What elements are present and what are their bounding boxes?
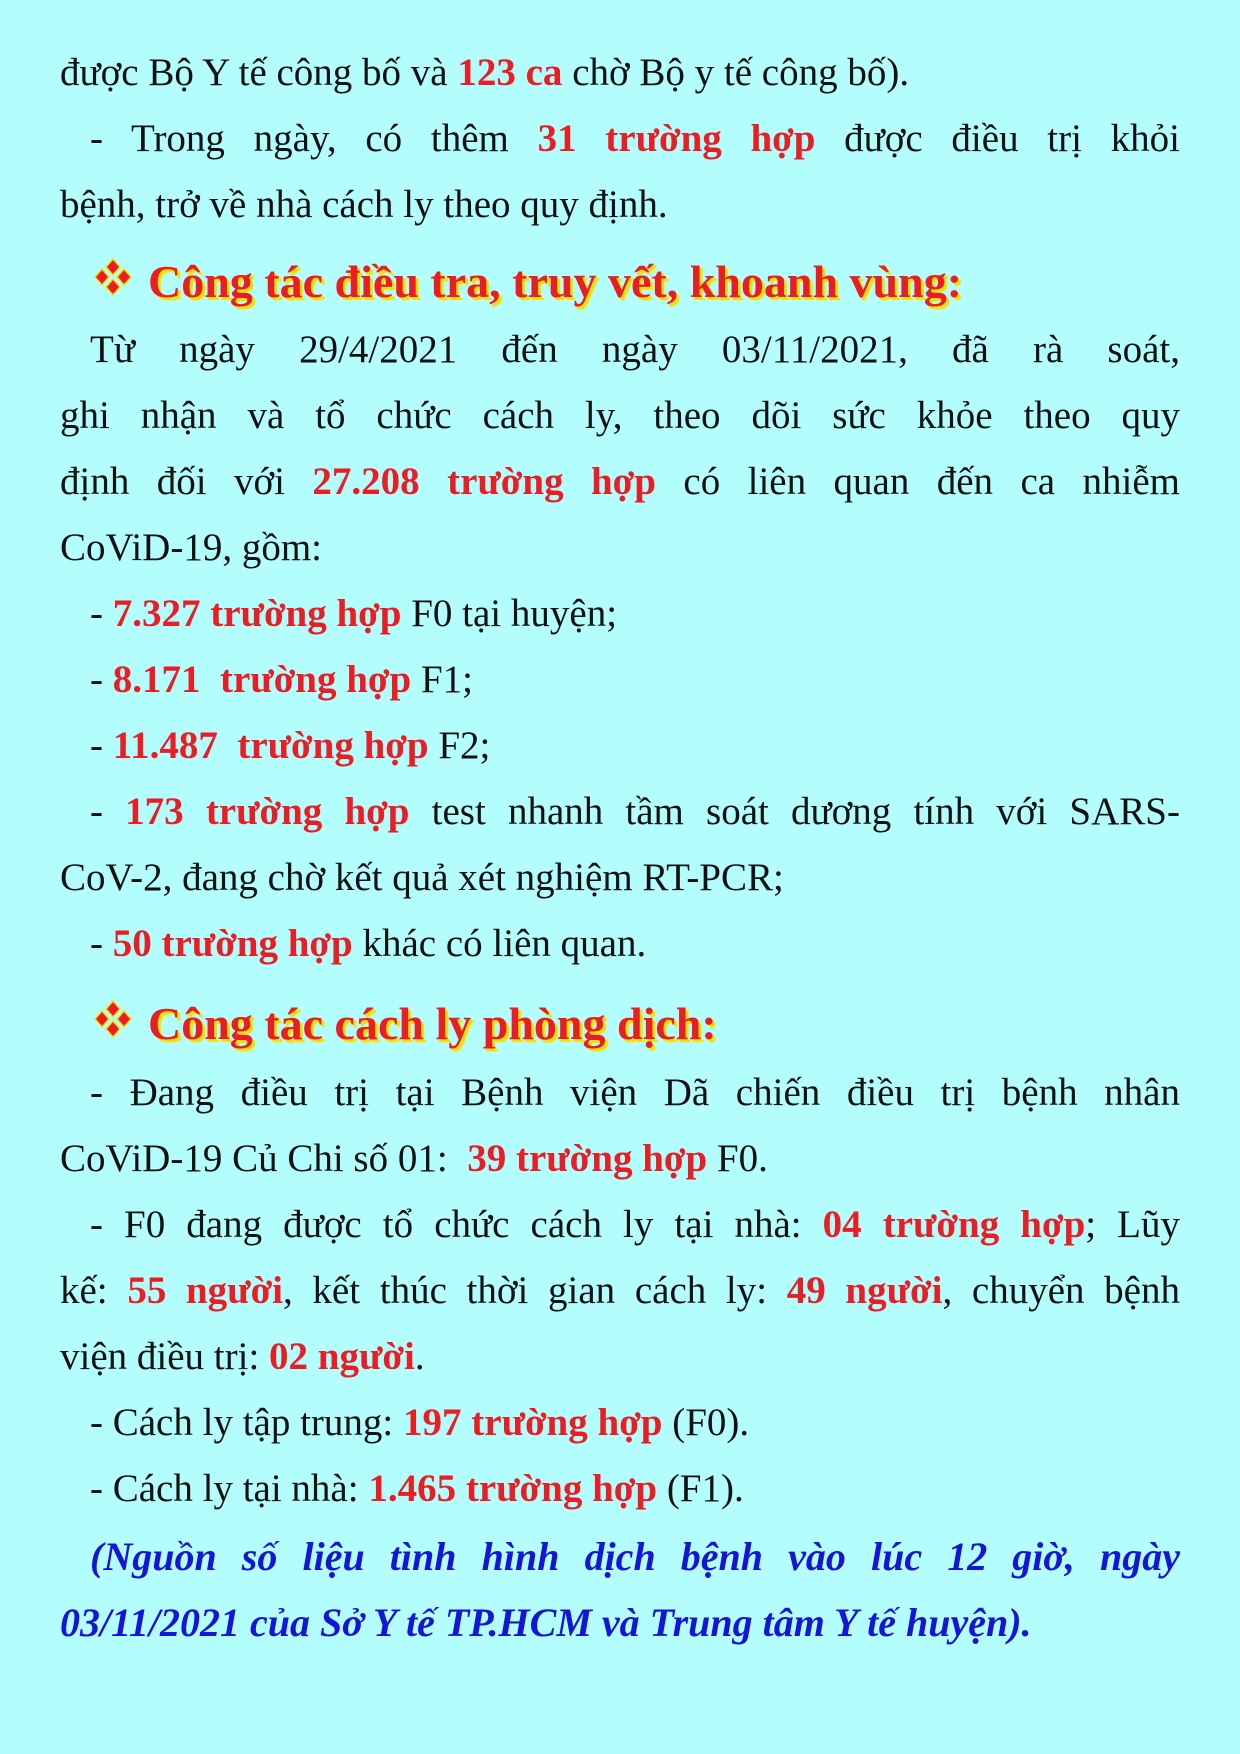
text-line: viện điều trị: 02 người. [60,1335,425,1378]
four-diamond-bullet-icon [90,999,136,1039]
list-item: - 8.171 trường hợp F1; [90,658,473,701]
text-line: - Đang điều trị tại Bệnh viện Dã chiến điều trị bệnh nhân [90,1071,1180,1114]
text-line: định đối với 27.208 trường hợp có liên quan đến ca nhiễm [60,460,1181,503]
text-line: bệnh, trở về nhà cách ly theo quy định. [60,183,668,226]
list-item: - 11.487 trường hợp F2; [90,724,491,767]
text-line: Từ ngày 29/4/2021 đến ngày 03/11/2021, đã rà soát, [90,328,1180,371]
list-item: - 173 trường hợp test nhanh tầm soát dương tính với SARS- [90,790,1180,833]
text-line: được Bộ Y tế công bố và 123 ca chờ Bộ y tế công bố). [60,51,910,94]
list-item: - Cách ly tập trung: 197 trường hợp (F0). [90,1401,750,1444]
text-line: - F0 đang được tổ chức cách ly tại nhà: 04 trường hợp; Lũy [90,1203,1180,1246]
list-item: - 50 trường hợp khác có liên quan. [90,922,647,965]
text-line: kế: 55 người, kết thúc thời gian cách ly: 49 người, chuyển bệnh [60,1269,1180,1312]
list-item: - 7.327 trường hợp F0 tại huyện; [90,592,618,635]
text-line: CoViD-19, gồm: [60,526,322,569]
text-line: ghi nhận và tổ chức cách ly, theo dõi sức khỏe theo quy [60,394,1180,437]
list-item: - Cách ly tại nhà: 1.465 trường hợp (F1). [90,1467,744,1510]
four-diamond-bullet-icon [90,257,136,297]
source-note: 03/11/2021 của Sở Y tế TP.HCM và Trung tâm Y tế huyện). [60,1600,1032,1645]
section-heading-investigation: Công tác điều tra, truy vết, khoanh vùng: [90,255,962,308]
text-line: CoV-2, đang chờ kết quả xét nghiệm RT-PCR; [60,856,784,899]
text-line: CoViD-19 Củ Chi số 01: 39 trường hợp F0. [60,1137,768,1180]
section-heading-quarantine: Công tác cách ly phòng dịch: [90,997,717,1050]
source-note: (Nguồn số liệu tình hình dịch bệnh vào lúc 12 giờ, ngày [90,1534,1180,1579]
text-line: - Trong ngày, có thêm 31 trường hợp được điều trị khỏi [90,117,1180,160]
